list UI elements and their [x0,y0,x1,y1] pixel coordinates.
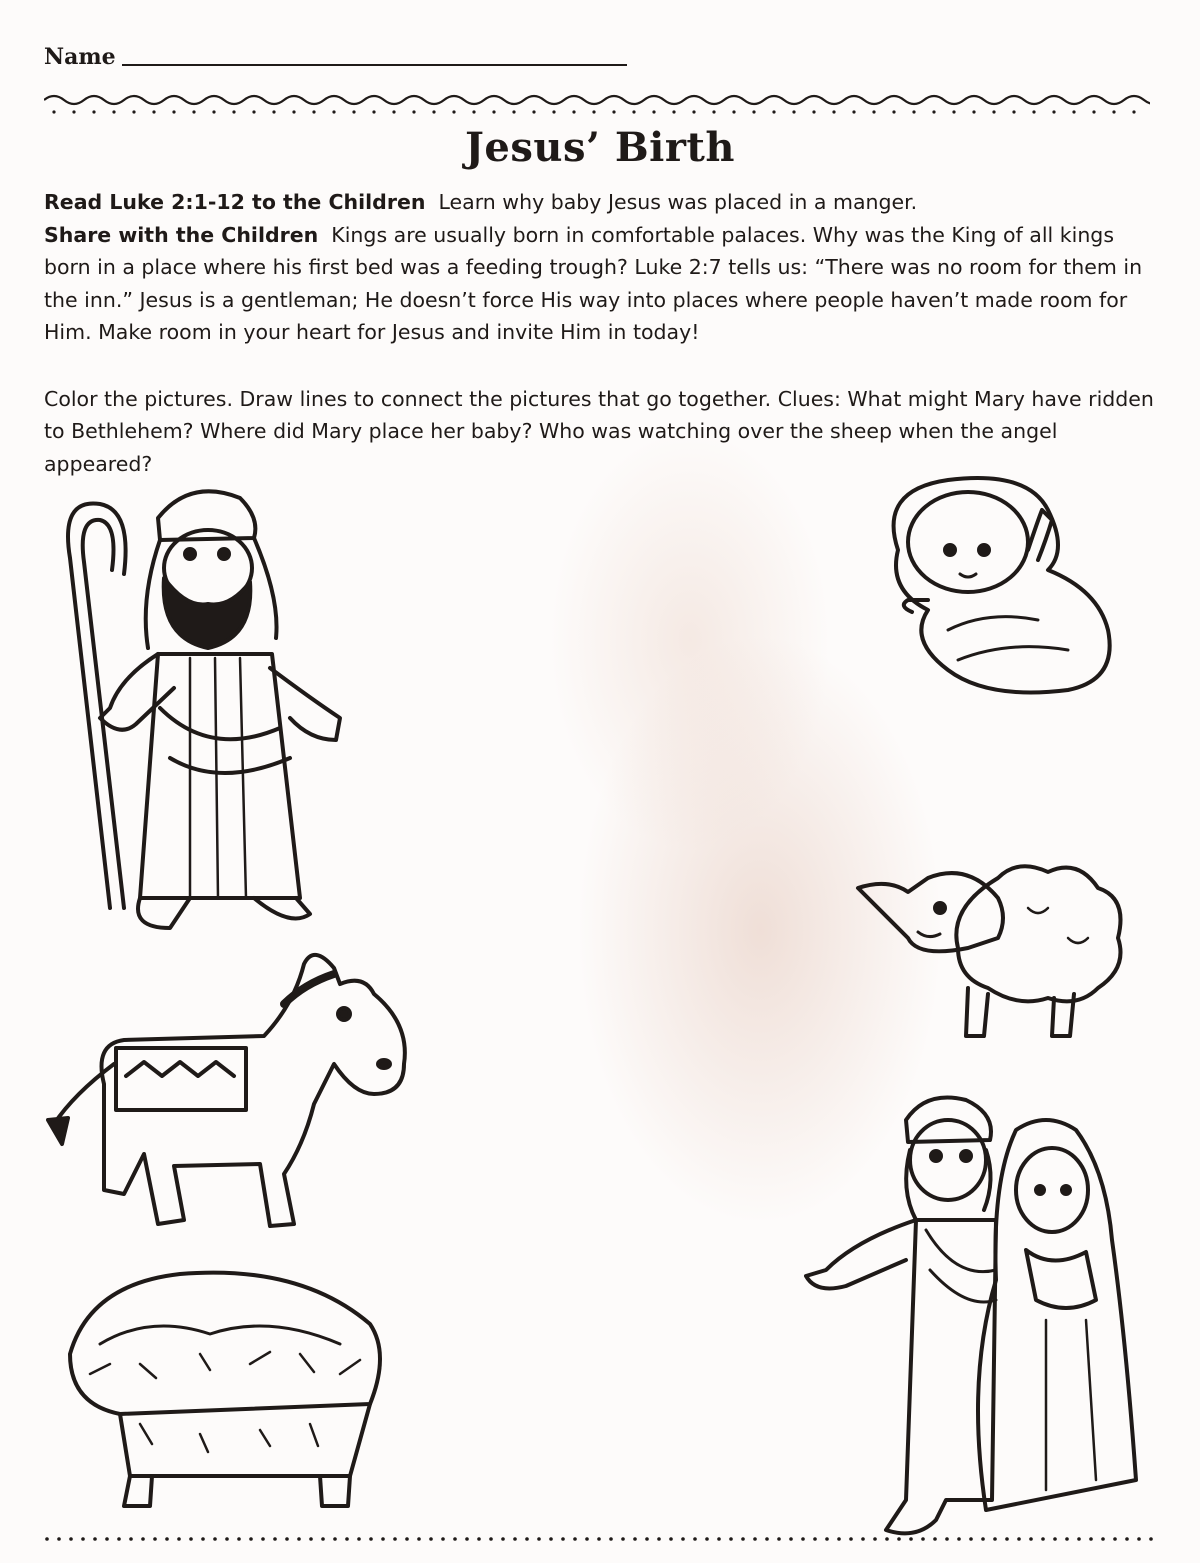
wave-dot [112,110,115,113]
mary-and-joseph-picture[interactable] [796,1080,1146,1544]
text-block [44,186,1156,480]
wave-dot [392,110,395,113]
bottom-dot [705,1537,709,1541]
bottom-dot [225,1537,229,1541]
wave-dot [1032,110,1035,113]
bottom-dot [249,1537,253,1541]
bottom-dot [1077,1537,1081,1541]
bottom-dot [57,1537,61,1541]
bottom-dot [357,1537,361,1541]
bottom-dot [1149,1537,1153,1541]
bottom-dot [729,1537,733,1541]
bottom-dot [1053,1537,1057,1541]
wave-dot [552,110,555,113]
wave-dot [452,110,455,113]
wave-dot [912,110,915,113]
sheep-picture[interactable] [848,848,1132,1044]
manger-picture[interactable] [60,1254,390,1524]
wave-dot [852,110,855,113]
bottom-dot [273,1537,277,1541]
bottom-dot [585,1537,589,1541]
donkey-picture[interactable] [44,944,414,1244]
bottom-dot [417,1537,421,1541]
wave-dot [832,110,835,113]
name-row [44,44,627,70]
wave-dot [172,110,175,113]
wave-dot [632,110,635,113]
bottom-dot [525,1537,529,1541]
bottom-dot [801,1537,805,1541]
bottom-dot [813,1537,817,1541]
bottom-dot [381,1537,385,1541]
bottom-dot [549,1537,553,1541]
wave-dot [972,110,975,113]
bottom-dot [237,1537,241,1541]
wave-dot [492,110,495,113]
wave-dot [992,110,995,113]
bottom-dot [849,1537,853,1541]
wave-dot [152,110,155,113]
baby-jesus-picture[interactable] [868,470,1130,702]
wave-dot [1012,110,1015,113]
wave-dot [472,110,475,113]
bottom-dot [609,1537,613,1541]
bottom-dot [465,1537,469,1541]
bottom-dot [621,1537,625,1541]
wave-dot [772,110,775,113]
bottom-dot [873,1537,877,1541]
wave-dot [92,110,95,113]
wave-dot [72,110,75,113]
wave-dot [692,110,695,113]
bottom-dot [597,1537,601,1541]
wavy-divider [44,88,1150,118]
wave-dot [1132,110,1135,113]
bottom-dot [81,1537,85,1541]
bottom-dot [345,1537,349,1541]
wave-dot [592,110,595,113]
wave-dot [1092,110,1095,113]
wave-dot [672,110,675,113]
bottom-dotted-divider [44,1534,1156,1544]
bottom-dot [573,1537,577,1541]
bottom-dot [153,1537,157,1541]
bottom-dot [825,1537,829,1541]
bottom-dot [957,1537,961,1541]
wave-dot [872,110,875,113]
bottom-dot [537,1537,541,1541]
bottom-dot [405,1537,409,1541]
wave-dot [752,110,755,113]
bottom-dot [105,1537,109,1541]
bottom-dot [561,1537,565,1541]
bottom-dot [477,1537,481,1541]
bottom-dot [117,1537,121,1541]
bottom-dot [645,1537,649,1541]
bottom-dot [861,1537,865,1541]
bottom-dot [885,1537,889,1541]
wave-dot [932,110,935,113]
wave-dot [1072,110,1075,113]
bottom-dot [777,1537,781,1541]
bottom-dot [285,1537,289,1541]
share-text: Kings are usually born in comfortable palaces. Why was the King of all kings born in a place where his first bed was a feeding trough? Luke 2:7 tells us: “There was no room for them in the inn.” Jesus is a gentleman; He doesn’t force His way into places where people haven’t made room for Him. Make room in your heart for Jesus and invite Him in today! [44,222,1143,344]
instructions-paragraph: Color the pictures. Draw lines to connect the pictures that go together. Clues: What might Mary have ridden to Bethlehem? Where did Mary place her baby? Who was watching over the sheep when the angel appeared? [44,386,1154,476]
bottom-dot [633,1537,637,1541]
bottom-dot [741,1537,745,1541]
bottom-dot [453,1537,457,1541]
bottom-dot [501,1537,505,1541]
wave-dot [312,110,315,113]
wave-dot [792,110,795,113]
wave-dot [252,110,255,113]
bottom-dot [165,1537,169,1541]
wave-dot [812,110,815,113]
bottom-dot [1017,1537,1021,1541]
wave-dot [272,110,275,113]
bottom-dot [945,1537,949,1541]
bottom-dot [693,1537,697,1541]
shepherd-picture[interactable] [40,478,350,944]
bottom-dot [981,1537,985,1541]
bottom-dot [513,1537,517,1541]
bottom-dot [201,1537,205,1541]
bottom-dot [309,1537,313,1541]
page-title: Jesus’ Birth [465,124,735,171]
bottom-dot [717,1537,721,1541]
bottom-dot [489,1537,493,1541]
bottom-dot [669,1537,673,1541]
wave-dot [432,110,435,113]
bottom-dot [1041,1537,1045,1541]
read-paragraph [44,186,1156,219]
bottom-dot [189,1537,193,1541]
bottom-dot [1089,1537,1093,1541]
bottom-dot [657,1537,661,1541]
bottom-dot [261,1537,265,1541]
bottom-dot [897,1537,901,1541]
bottom-dot [789,1537,793,1541]
wave-dot [52,110,55,113]
bottom-dot [441,1537,445,1541]
wave-dot [512,110,515,113]
name-blank-line[interactable] [122,64,627,66]
bottom-dot [909,1537,913,1541]
wave-dot [612,110,615,113]
bottom-dot [177,1537,181,1541]
wave-dot [412,110,415,113]
name-label: Name [44,44,116,70]
wave-dot [652,110,655,113]
bottom-dot [429,1537,433,1541]
wave-dot [372,110,375,113]
bottom-dot [129,1537,133,1541]
wave-dot [1052,110,1055,113]
wave-dot [572,110,575,113]
wave-dot [892,110,895,113]
wave-dot [712,110,715,113]
wave-dot [352,110,355,113]
wave-dot [332,110,335,113]
wave-dot [1112,110,1115,113]
bottom-dot [1101,1537,1105,1541]
wave-dot [532,110,535,113]
bottom-dot [969,1537,973,1541]
bottom-dot [765,1537,769,1541]
wave-dot [952,110,955,113]
bottom-dot [1065,1537,1069,1541]
bottom-dot [1005,1537,1009,1541]
bottom-dot [69,1537,73,1541]
bottom-dot [213,1537,217,1541]
bottom-dot [993,1537,997,1541]
bottom-dot [1125,1537,1129,1541]
bottom-dot [45,1537,49,1541]
wave-dot [232,110,235,113]
read-heading: Read Luke 2:1-12 to the Children [44,190,426,214]
bottom-dot [933,1537,937,1541]
wave-dot [192,110,195,113]
bottom-dot [297,1537,301,1541]
wave-dot [292,110,295,113]
bottom-dot [753,1537,757,1541]
bottom-dot [1137,1537,1141,1541]
share-paragraph [44,219,1156,349]
bottom-dot [1029,1537,1033,1541]
bottom-dot [837,1537,841,1541]
bottom-dot [681,1537,685,1541]
bottom-dot [333,1537,337,1541]
bottom-dot [393,1537,397,1541]
bottom-dot [141,1537,145,1541]
share-heading: Share with the Children [44,222,319,247]
bottom-dot [93,1537,97,1541]
bottom-dot [321,1537,325,1541]
wave-dot [132,110,135,113]
bottom-dot [369,1537,373,1541]
wave-dot [732,110,735,113]
bottom-dot [921,1537,925,1541]
bottom-dot [1113,1537,1117,1541]
wave-dot [212,110,215,113]
read-text: Learn why baby Jesus was placed in a manger. [438,190,918,214]
